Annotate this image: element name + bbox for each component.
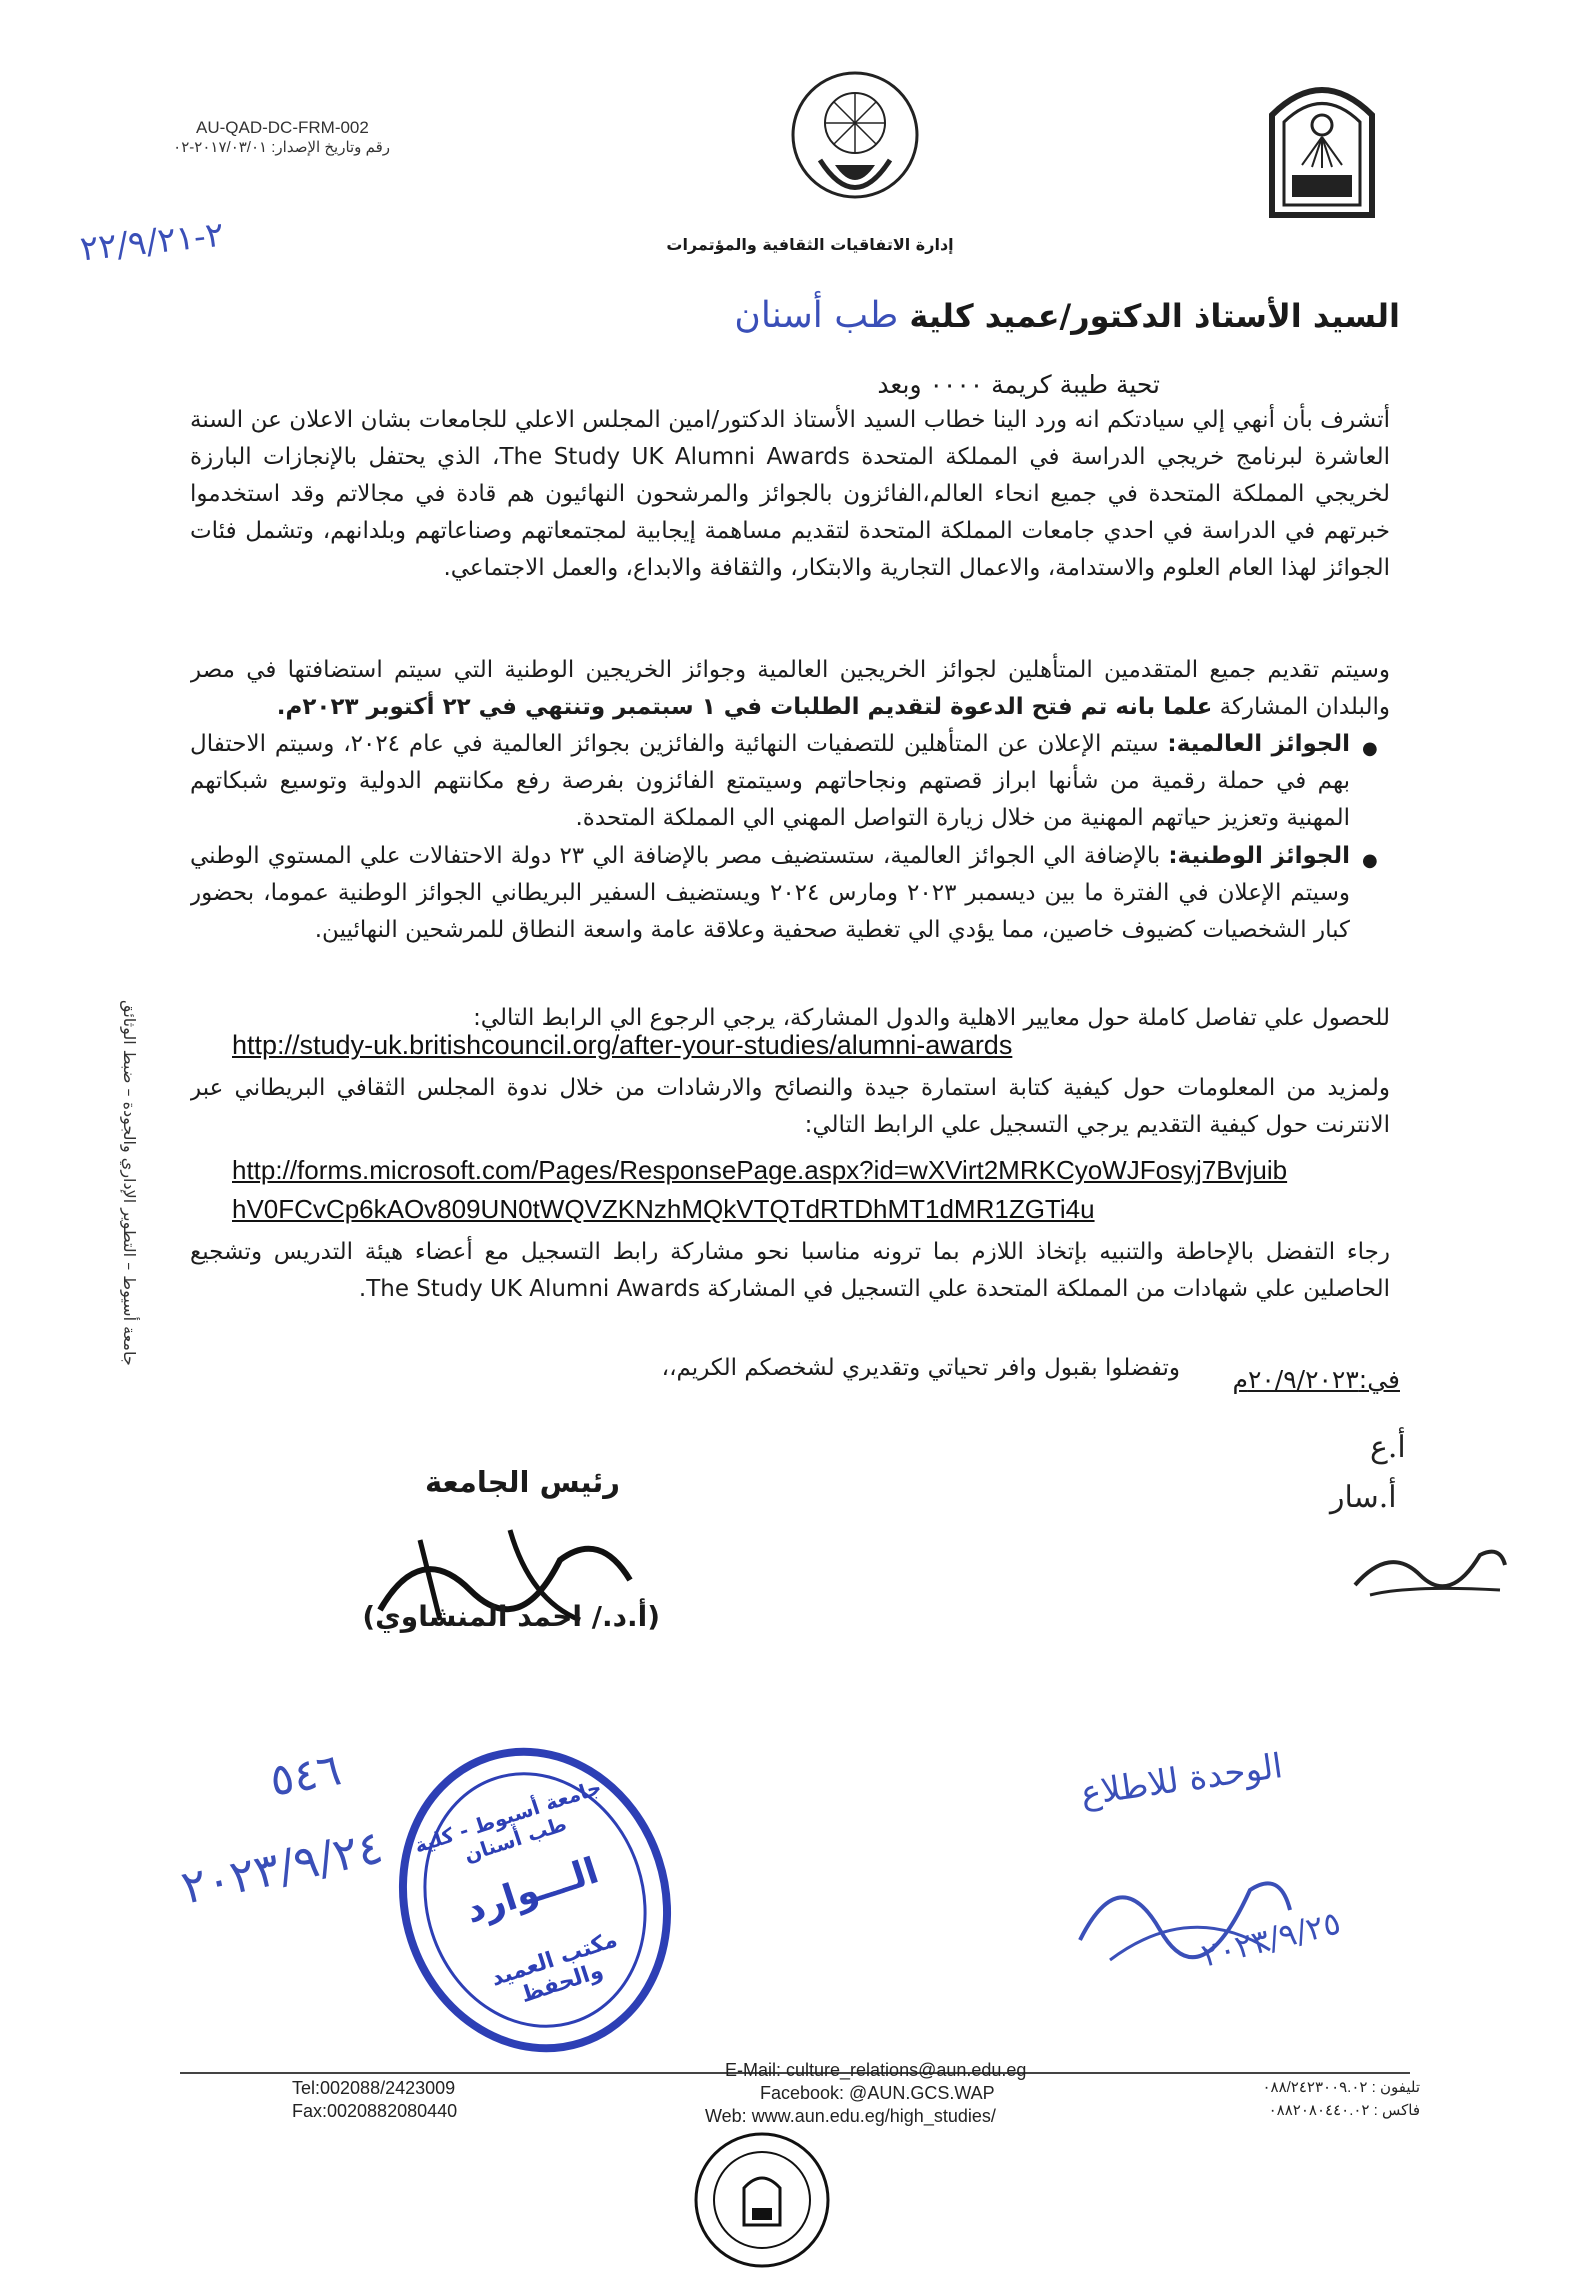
stamp-line-3: مكتب العميد والحفظ: [488, 1927, 621, 2009]
incoming-stamp: [352, 1705, 717, 2096]
referral-signature: [1070, 1840, 1300, 1984]
bullet-title-national: الجوائز الوطنية:: [1168, 843, 1350, 869]
footer-facebook[interactable]: Facebook: @AUN.GCS.WAP: [760, 2083, 995, 2103]
bullet-title-global: الجوائز العالمية:: [1167, 731, 1350, 757]
paragraph-nomination-text: وسيتم تقديم جميع المتقدمين المتأهلين لجوائز الخريجين العالمية وجوائز الخريجين الوطنية التي سيتم استضافتها في مصر والبلدان المشاركة: [190, 657, 1390, 720]
stamp-line-1: جامعة أسيوط - كلية طب أسنان: [411, 1774, 605, 1867]
paragraph-nomination: [190, 652, 1390, 726]
initials-signature: [1350, 1525, 1510, 1609]
incoming-date: ٢٠٢٣/٩/٢٤: [176, 1819, 388, 1915]
signatory-name: (أ.د./ احمد المنشاوي): [362, 1600, 660, 1633]
footer-fax: Fax:0020882080440: [292, 2101, 458, 2121]
stamp-line-2: الـــوارد: [460, 1850, 604, 1932]
bullet-text-national: بالإضافة الي الجوائز العالمية، ستستضيف مصر بالإضافة الي ٢٣ دولة الاحتفالات علي المستوي الوطني وسيتم الإعلان في الفترة ما بين ديسمبر ٢٠٢٣ ومارس ٢٠٢٤ ويستضيف السفير البريطاني الجوائز الوطنية عموما، بحضور كبار الشخصيات كضيوف خاصين، مما يؤدي الي تغطية صحفية وعلاقة عامة واسعة النطاق للمرشحين النهائيين.: [190, 843, 1350, 943]
paragraph-announcement: أتشرف بأن أنهي إلي سيادتكم انه ورد الينا خطاب السيد الأستاذ الدكتور/امين المجلس الاعلي للجامعات بشان الاعلان عن السنة العاشرة لبرنامج خريجي الدراسة في المملكة المتحدة The Study UK Alumni Awards، الذي يحتفل بالإنجازات البارزة لخريجي المملكة المتحدة في جميع انحاء العالم،الفائزون بالجوائز والمرشحون النهائيون هم قادة في مجالاتم وقد استخدموا خبرتهم في الدراسة في احدي جامعات المملكة المتحدة لتقديم مساهمة إيجابية لمجتمعاتهم وصناعاتهم وبلدانهم، وتشمل فئات الجوائز لهذا العام العلوم والاستدامة، والاعمال التجارية والابتكار، والثقافة والابداع، والعمل الاجتماعي.: [190, 407, 1390, 581]
footer-fax-arabic: فاكس : ٠٨٨٢٠٨٠٤٤٠.٠٢: [1268, 2102, 1420, 2119]
registration-link-line1[interactable]: http://forms.microsoft.com/Pages/ResponsePage.aspx?id=wXVirt2MRKCyoWJFosyj7Bvjuib: [232, 1155, 1288, 1185]
request-paragraph: رجاء التفضل بالإحاطة والتنبيه بإتخاذ اللازم بما ترونه مناسبا نحو مشاركة رابط التسجيل مع أعضاء هيئة التدريس وتشجيع الحاصلين علي شهادات من المملكة المتحدة علي التسجيل في المشاركة The Study UK Alumni Awards.: [190, 1239, 1390, 1302]
issue-line: رقم وتاريخ الإصدار: ٢٠١٧/٠٣/٠١-٠٢: [173, 139, 390, 156]
addressee-title: السيد الأستاذ الدكتور/عميد كلية: [909, 297, 1400, 335]
bullet-dot-icon: ●: [1362, 850, 1378, 871]
deadline-note: علما بانه تم فتح الدعوة لتقديم الطلبات في ١ سبتمبر وتنتهي في ٢٢ أكتوبر ٢٠٢٣م.: [276, 694, 1213, 720]
bullet-global-awards: [190, 726, 1350, 838]
webinar-paragraph: ولمزيد من المعلومات حول كيفية كتابة استمارة جيدة والنصائح والارشادات من خلال ندوة المجلس الثقافي البريطاني عبر الانترنت حول كيفية التقديم يرجي التسجيل علي الرابط التالي:: [190, 1075, 1390, 1138]
form-code: AU-QAD-DC-FRM-002: [196, 118, 369, 137]
footer-tel: Tel:002088/2423009: [292, 2078, 456, 2098]
addressee: [600, 295, 1400, 336]
eligibility-paragraph: للحصول علي تفاصل كاملة حول معايير الاهلية والدول المشاركة، يرجي الرجوع الي الرابط التالي:: [473, 1005, 1390, 1031]
referral-note: الوحدة للاطلاع: [1078, 1746, 1285, 1814]
signatory-title: رئيس الجامعة: [424, 1465, 620, 1499]
closing-line: وتفضلوا بقبول وافر تحياتي وتقديري لشخصكم الكريم،،: [661, 1355, 1180, 1381]
registration-link-line2[interactable]: hV0FCvCp6kAOv809UN0tWQVZKNzhMQkVTQTdRTDhMT1dMR1ZGTi4u: [232, 1194, 1095, 1224]
relations-logo: [755, 55, 955, 235]
alumni-awards-link[interactable]: http://study-uk.britishcouncil.org/after-your-studies/alumni-awards: [232, 1030, 1013, 1060]
handwritten-reference: ٢-٢٢/٩/٢١: [78, 214, 226, 270]
side-note: جامعة أسيوط – التطوير الإداري والجودة – ضبط الوثائق: [120, 1000, 139, 1366]
bullet-national-awards: [190, 838, 1350, 986]
incoming-number: ٥٤٦: [266, 1744, 345, 1807]
bullet-dot-icon: ●: [1362, 738, 1378, 759]
footer-website[interactable]: Web: www.aun.edu.eg/high_studies/: [705, 2106, 996, 2126]
university-logo: [1262, 70, 1382, 220]
department-caption: إدارة الاتفاقيات الثقافية والمؤتمرات: [666, 235, 954, 254]
greeting: تحية طيبة كريمة ٠٠٠٠ وبعد: [877, 370, 1160, 399]
handwritten-note-2: أ.سار: [1330, 1480, 1397, 1515]
handwritten-note-1: أ.ع: [1370, 1430, 1406, 1465]
faculty-seal: [692, 2130, 832, 2270]
referral-date: ٢٠٢٣/٩/٢٥: [1197, 1903, 1345, 1975]
addressee-handwritten: طب أسنان: [734, 295, 899, 336]
letter-date: في:٢٠/٩/٢٠٢٣م: [1232, 1365, 1400, 1394]
bullet-text-global: سيتم الإعلان عن المتأهلين للتصفيات النهائية والفائزين بجوائز العالمية في عام ٢٠٢٤، وسيتم الاحتفال بهم في حملة رقمية من شأنها ابراز قصتهم ونجاحاتهم وسيتمتع الفائزون بفرصة رفع مكانتهم الدولية وتوسيع شبكاتهم المهنية وتعزيز حياتهم المهنية من خلال زيارة التواصل المهني الي المملكة المتحدة.: [190, 731, 1350, 831]
footer-tel-arabic: تليفون : ٠٨٨/٢٤٢٣٠٠٩.٠٢: [1262, 2079, 1420, 2096]
footer-email[interactable]: E-Mail: culture_relations@aun.edu.eg: [725, 2060, 1027, 2080]
